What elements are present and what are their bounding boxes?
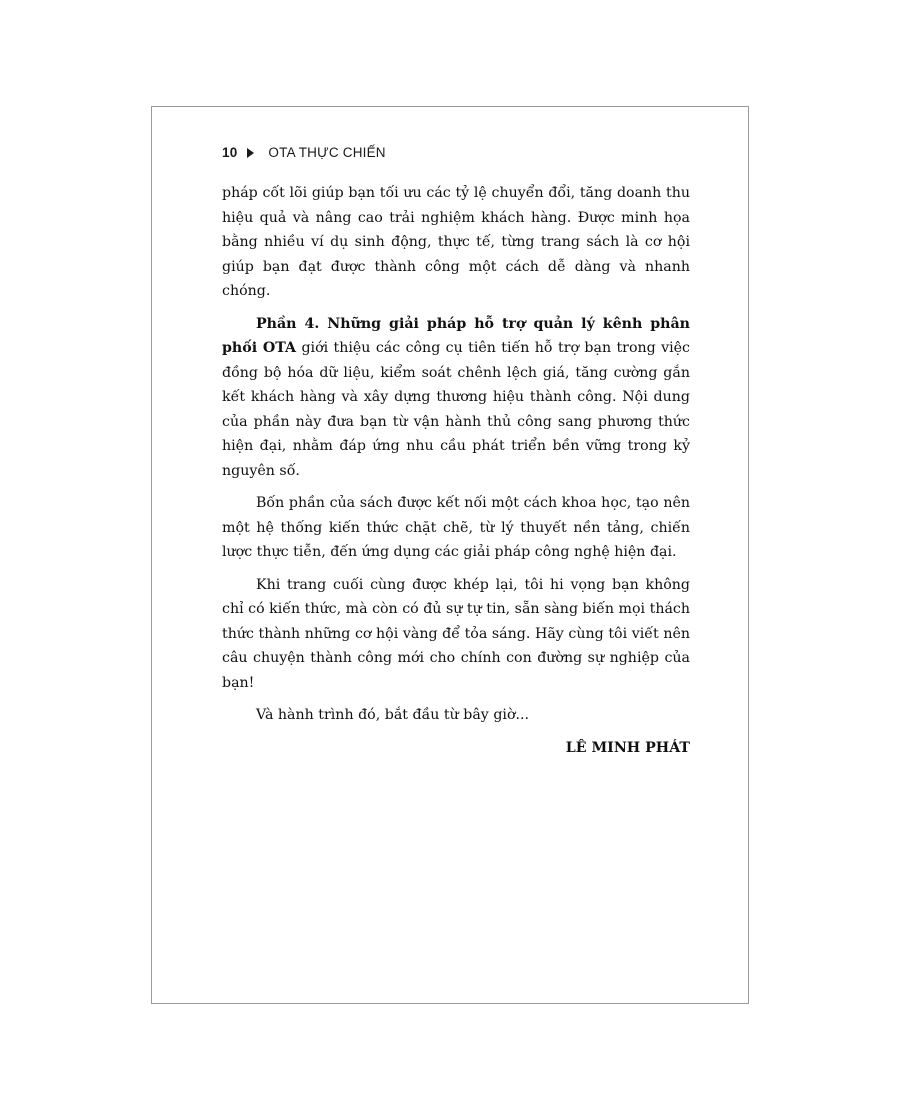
running-header xyxy=(222,145,386,160)
paragraph-continuation: pháp cốt lõi giúp bạn tối ưu các tỷ lệ chuyển đổi, tăng doanh thu hiệu quả và nâng cao trải nghiệm khách hàng. Được minh họa bằng nhiều ví dụ sinh động, thực tế, từng trang sách là cơ hội giúp bạn đạt được thành công một cách dễ dàng và nhanh chóng. xyxy=(222,185,690,299)
paragraph-closing: Và hành trình đó, bắt đầu từ bây giờ... xyxy=(256,707,530,723)
paragraph-structure: Bốn phần của sách được kết nối một cách khoa học, tạo nên một hệ thống kiến thức chặt chẽ, từ lý thuyết nền tảng, chiến lược thực tiễn, đến ứng dụng các giải pháp công nghệ hiện đại. xyxy=(222,495,690,560)
book-page xyxy=(151,106,749,1004)
chevron-right-icon xyxy=(247,148,254,158)
body-text xyxy=(222,181,690,760)
part-4-heading: Phần 4. Những giải pháp hỗ trợ quản lý kênh phân phối OTA xyxy=(222,315,690,356)
author-signature: LÊ MINH PHÁT xyxy=(565,739,690,756)
page-number: 10 xyxy=(222,145,238,160)
paragraph-part-4 xyxy=(222,312,690,484)
paragraph-hope: Khi trang cuối cùng được khép lại, tôi hi vọng bạn không chỉ có kiến thức, mà còn có đủ sự tự tin, sẵn sàng biến mọi thách thức thành những cơ hội vàng để tỏa sáng. Hãy cùng tôi viết nên câu chuyện thành công mới cho chính con đường sự nghiệp của bạn! xyxy=(222,576,690,691)
book-title: OTA THỰC CHIẾN xyxy=(268,145,386,160)
part-4-description: giới thiệu các công cụ tiên tiến hỗ trợ bạn trong việc đồng bộ hóa dữ liệu, kiểm soát chênh lệch giá, tăng cường gắn kết khách hàng và xây dựng thương hiệu thành công. Nội dung của phần này đưa bạn từ vận hành thủ công sang phương thức hiện đại, nhằm đáp ứng nhu cầu phát triển bền vững trong kỷ nguyên số. xyxy=(222,340,690,479)
